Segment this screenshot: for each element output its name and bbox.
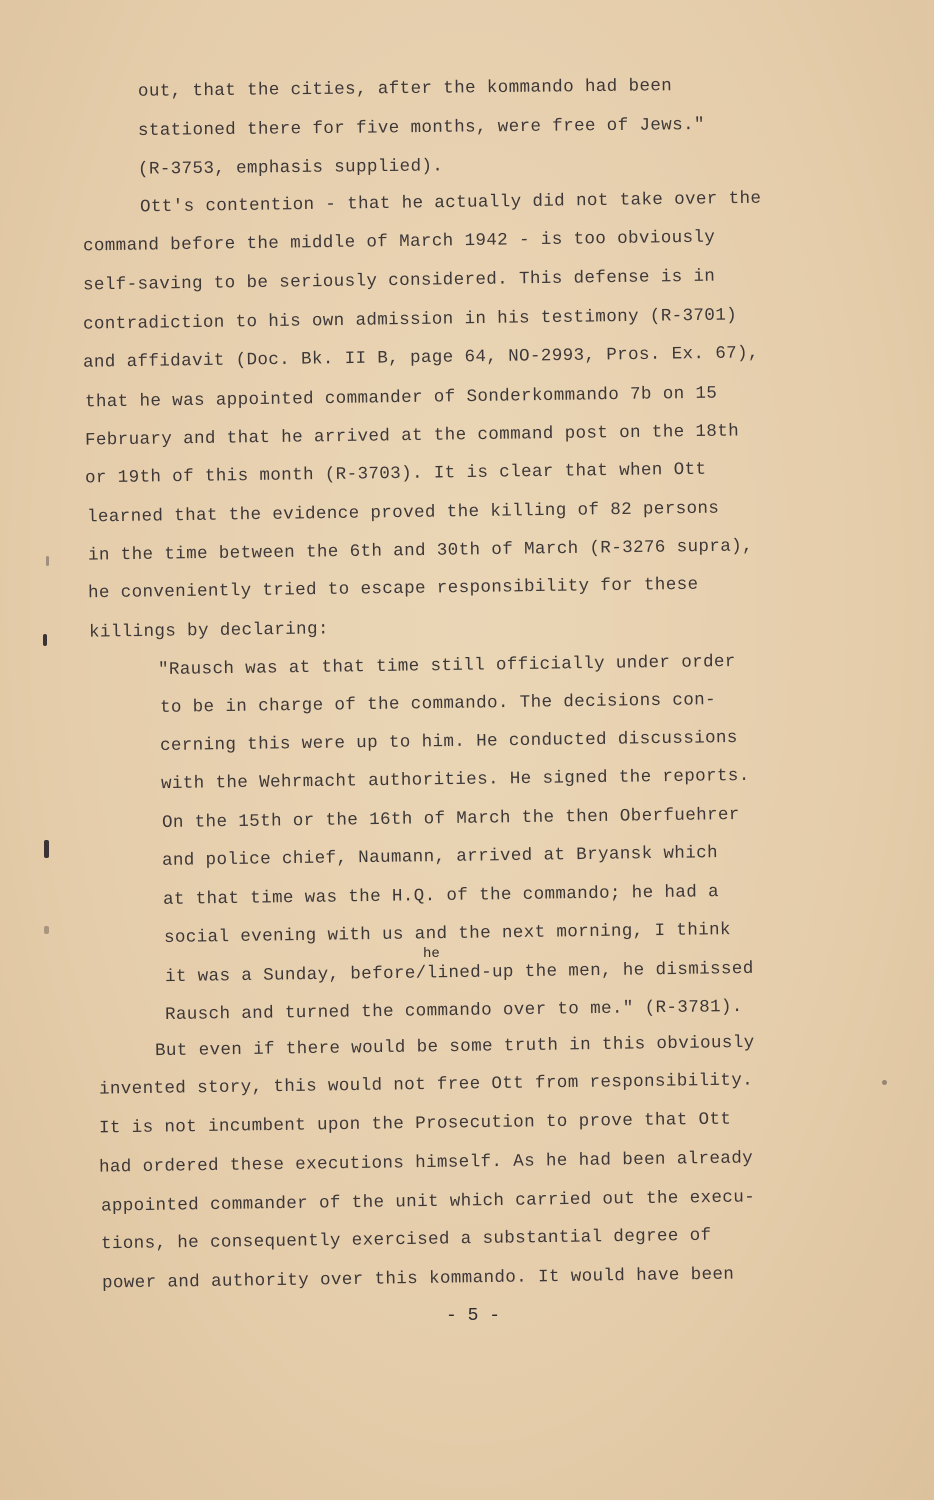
text-line: or 19th of this month (R-3703). It is clear that when Ott <box>84 459 707 489</box>
text-line: contradiction to his own admission in his testimony (R-3701) <box>82 305 738 335</box>
handwritten-insert: he <box>423 946 440 962</box>
quote-line: Rausch and turned the commando over to me." (R-3781). <box>164 996 743 1026</box>
quote-line: it was a Sunday, before/lined-up the men, he dismissed <box>164 958 754 988</box>
margin-mark <box>44 840 49 858</box>
text-line: It is not incumbent upon the Prosecution to prove that Ott <box>98 1109 732 1139</box>
text-line: (R-3753, emphasis supplied). <box>137 156 444 180</box>
text-line: in the time between the 6th and 30th of March (R-3276 supra), <box>87 536 754 566</box>
margin-mark <box>46 556 49 566</box>
text-line: appointed commander of the unit which carried out the execu- <box>100 1187 756 1217</box>
text-line: tions, he consequently exercised a substantial degree of <box>100 1225 712 1255</box>
text-line: self-saving to be seriously considered. This defense is in <box>82 266 716 296</box>
text-line: he conveniently tried to escape responsibility for these <box>87 574 699 604</box>
margin-mark <box>882 1080 887 1085</box>
text-line: Ott's contention - that he actually did not take over the <box>139 188 762 218</box>
text-line: and affidavit (Doc. Bk. II B, page 64, NO-2993, Pros. Ex. 67), <box>82 343 760 373</box>
text-line: But even if there would be some truth in this obviously <box>154 1032 755 1062</box>
quote-line: at that time was the H.Q. of the commando; he had a <box>162 882 720 910</box>
text-line: invented story, this would not free Ott from responsibility. <box>98 1070 754 1100</box>
text-line: had ordered these executions himself. As he had been already <box>98 1148 754 1178</box>
text-line: power and authority over this kommando. It would have been <box>101 1264 735 1294</box>
text-line: that he was appointed commander of Sonderkommando 7b on 15 <box>84 383 718 413</box>
quote-line: "Rausch was at that time still officially under order <box>157 651 736 681</box>
margin-mark <box>44 926 49 934</box>
quote-line: to be in charge of the commando. The decisions con- <box>159 690 717 718</box>
quote-line: social evening with us and the next morning, I think <box>163 920 732 948</box>
text-line: out, that the cities, after the kommando had been <box>137 76 673 102</box>
text-line: February and that he arrived at the command post on the 18th <box>84 421 740 451</box>
quote-line: with the Wehrmacht authorities. He signed the reports. <box>160 765 750 795</box>
quote-line: cerning this were up to him. He conducted discussions <box>159 727 738 757</box>
page-number: - 5 - <box>446 1306 501 1326</box>
text-line: killings by declaring: <box>88 619 329 643</box>
quote-line: and police chief, Naumann, arrived at Bryansk which <box>161 843 719 871</box>
quote-line: On the 15th or the 16th of March the then Oberfuehrer <box>161 804 740 834</box>
text-line: learned that the evidence proved the killing of 82 persons <box>86 498 720 528</box>
margin-mark <box>43 634 47 646</box>
text-line: command before the middle of March 1942 - is too obviously <box>82 227 716 257</box>
text-line: stationed there for five months, were free of Jews." <box>137 115 705 141</box>
